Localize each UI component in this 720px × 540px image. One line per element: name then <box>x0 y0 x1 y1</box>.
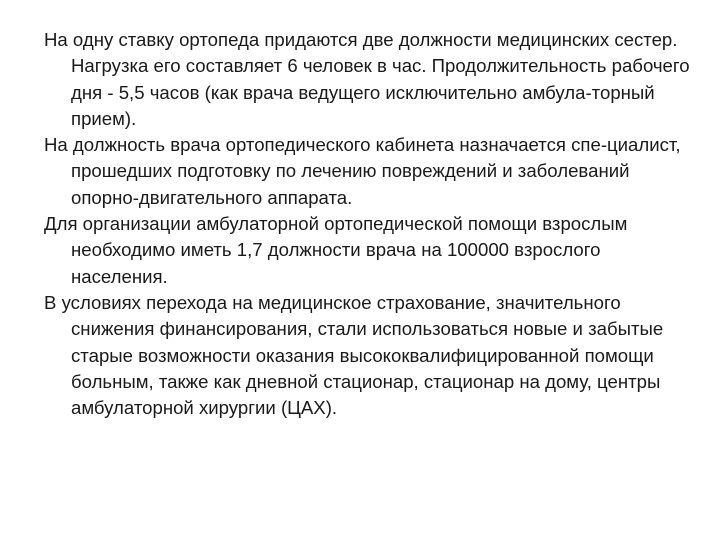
paragraph-insurance-transition: В условиях перехода на медицинское страхование, значительного снижения финансирования, стали использоваться новые и забытые старые возможности оказания высококвалифицированной помощи больным, также как дневной стационар, стационар на дому, центры амбулаторной хирургии (ЦАХ). <box>44 291 664 419</box>
paragraph-orthopedist-rate: На одну ставку ортопеда придаются две должности медицинских сестер. Нагрузка его составляет 6 человек в час. Продолжительность рабочего дня - 5,5 часов (как врача ведущего исключительно амбула-торный прием). <box>44 29 690 129</box>
paragraph-staffing-norm: Для организации амбулаторной ортопедической помощи взрослым необходимо иметь 1,7 должности врача на 100000 взрослого населения. <box>44 213 628 287</box>
slide-text-body <box>44 27 694 421</box>
paragraph-doctor-position: На должность врача ортопедического кабинета назначается спе-циалист, прошедших подготовку по лечению повреждений и заболеваний опорно-двигательного аппарата. <box>44 134 681 208</box>
